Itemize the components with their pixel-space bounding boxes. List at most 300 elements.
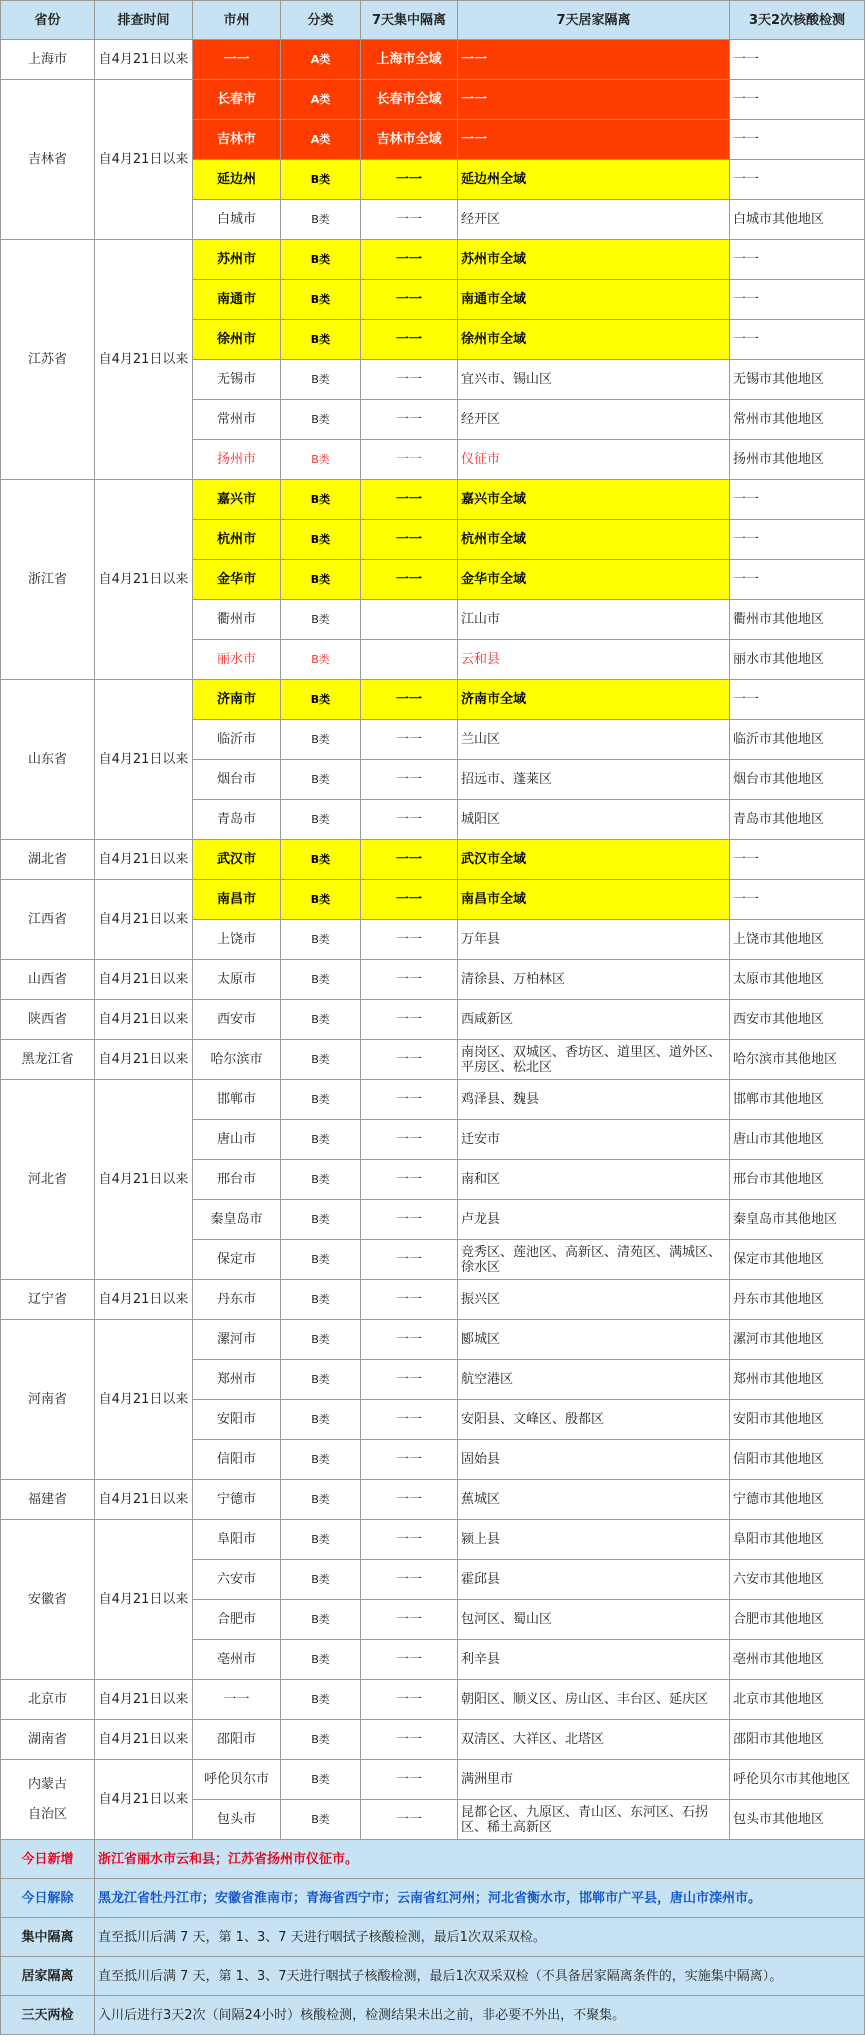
city-cell: 一一 xyxy=(193,1680,281,1720)
city-cell: 白城市 xyxy=(193,200,281,240)
central-quarantine-cell: 一一 xyxy=(361,280,458,320)
nucleic-test-cell: 一一 xyxy=(730,160,865,200)
check-time-cell: 自4月21日以来 xyxy=(95,840,193,880)
nucleic-test-cell: 一一 xyxy=(730,280,865,320)
home-quarantine-cell: 宜兴市、锡山区 xyxy=(458,360,730,400)
footer-row xyxy=(1,1840,865,1879)
category-cell: B类 xyxy=(281,1400,361,1440)
category-cell: A类 xyxy=(281,80,361,120)
central-quarantine-cell: 吉林市全域 xyxy=(361,120,458,160)
table-row xyxy=(1,1320,865,1360)
central-quarantine-cell: 一一 xyxy=(361,1040,458,1080)
central-quarantine-cell: 一一 xyxy=(361,680,458,720)
table-row xyxy=(1,80,865,120)
nucleic-test-cell: 保定市其他地区 xyxy=(730,1240,865,1280)
nucleic-test-cell: 六安市其他地区 xyxy=(730,1560,865,1600)
category-cell: B类 xyxy=(281,440,361,480)
home-quarantine-cell: 金华市全域 xyxy=(458,560,730,600)
table-row xyxy=(1,840,865,880)
table-row xyxy=(1,1720,865,1760)
city-cell: 包头市 xyxy=(193,1800,281,1840)
category-cell: B类 xyxy=(281,1440,361,1480)
city-cell: 武汉市 xyxy=(193,840,281,880)
city-cell: 南昌市 xyxy=(193,880,281,920)
nucleic-test-cell: 邢台市其他地区 xyxy=(730,1160,865,1200)
home-quarantine-cell: 万年县 xyxy=(458,920,730,960)
central-quarantine-cell: 一一 xyxy=(361,760,458,800)
home-quarantine-cell: 一一 xyxy=(458,40,730,80)
nucleic-test-cell: 上饶市其他地区 xyxy=(730,920,865,960)
category-cell: B类 xyxy=(281,1120,361,1160)
central-quarantine-cell: 一一 xyxy=(361,1760,458,1800)
city-cell: 济南市 xyxy=(193,680,281,720)
category-cell: B类 xyxy=(281,320,361,360)
category-cell: B类 xyxy=(281,280,361,320)
central-quarantine-cell: 一一 xyxy=(361,1440,458,1480)
central-quarantine-cell: 一一 xyxy=(361,1160,458,1200)
category-cell: A类 xyxy=(281,40,361,80)
header-central-quarantine: 7天集中隔离 xyxy=(361,1,458,40)
category-cell: B类 xyxy=(281,960,361,1000)
category-cell: B类 xyxy=(281,1480,361,1520)
nucleic-test-cell: 包头市其他地区 xyxy=(730,1800,865,1840)
category-cell: B类 xyxy=(281,1000,361,1040)
footer-label: 集中隔离 xyxy=(1,1918,95,1957)
nucleic-test-cell: 一一 xyxy=(730,560,865,600)
nucleic-test-cell: 丹东市其他地区 xyxy=(730,1280,865,1320)
check-time-cell: 自4月21日以来 xyxy=(95,1520,193,1680)
central-quarantine-cell: 一一 xyxy=(361,1280,458,1320)
central-quarantine-cell: 一一 xyxy=(361,1600,458,1640)
category-cell: B类 xyxy=(281,800,361,840)
category-cell: B类 xyxy=(281,520,361,560)
category-cell: B类 xyxy=(281,560,361,600)
nucleic-test-cell: 唐山市其他地区 xyxy=(730,1120,865,1160)
check-time-cell: 自4月21日以来 xyxy=(95,1760,193,1840)
check-time-cell: 自4月21日以来 xyxy=(95,1720,193,1760)
nucleic-test-cell: 太原市其他地区 xyxy=(730,960,865,1000)
home-quarantine-cell: 南岗区、双城区、香坊区、道里区、道外区、平房区、松北区 xyxy=(458,1040,730,1080)
province-cell: 辽宁省 xyxy=(1,1280,95,1320)
central-quarantine-cell: 一一 xyxy=(361,720,458,760)
central-quarantine-cell: 一一 xyxy=(361,400,458,440)
central-quarantine-cell: 一一 xyxy=(361,880,458,920)
home-quarantine-cell: 杭州市全域 xyxy=(458,520,730,560)
city-cell: 唐山市 xyxy=(193,1120,281,1160)
table-row xyxy=(1,240,865,280)
city-cell: 长春市 xyxy=(193,80,281,120)
central-quarantine-cell: 一一 xyxy=(361,200,458,240)
footer-row xyxy=(1,1957,865,1996)
home-quarantine-cell: 固始县 xyxy=(458,1440,730,1480)
table-row xyxy=(1,1520,865,1560)
category-cell: B类 xyxy=(281,1640,361,1680)
nucleic-test-cell: 亳州市其他地区 xyxy=(730,1640,865,1680)
footer-text: 直至抵川后满 7 天，第 1、3、7 天进行咽拭子核酸检测，最后1次双采双检。 xyxy=(95,1918,865,1957)
city-cell: 金华市 xyxy=(193,560,281,600)
category-cell: B类 xyxy=(281,1080,361,1120)
city-cell: 秦皇岛市 xyxy=(193,1200,281,1240)
nucleic-test-cell: 一一 xyxy=(730,120,865,160)
category-cell: B类 xyxy=(281,160,361,200)
home-quarantine-cell: 兰山区 xyxy=(458,720,730,760)
province-cell: 湖北省 xyxy=(1,840,95,880)
footer-text: 直至抵川后满 7 天，第 1、3、7天进行咽拭子核酸检测，最后1次双采双检（不具备居家隔离条件的，实施集中隔离）。 xyxy=(95,1957,865,1996)
central-quarantine-cell: 一一 xyxy=(361,960,458,1000)
check-time-cell: 自4月21日以来 xyxy=(95,1320,193,1480)
central-quarantine-cell: 一一 xyxy=(361,320,458,360)
nucleic-test-cell: 一一 xyxy=(730,880,865,920)
header-province: 省份 xyxy=(1,1,95,40)
footer-label: 今日解除 xyxy=(1,1879,95,1918)
central-quarantine-cell: 一一 xyxy=(361,480,458,520)
category-cell: B类 xyxy=(281,360,361,400)
province-cell: 内蒙古 自治区 xyxy=(1,1760,95,1840)
central-quarantine-cell: 一一 xyxy=(361,1680,458,1720)
nucleic-test-cell: 白城市其他地区 xyxy=(730,200,865,240)
city-cell: 哈尔滨市 xyxy=(193,1040,281,1080)
city-cell: 六安市 xyxy=(193,1560,281,1600)
central-quarantine-cell xyxy=(361,640,458,680)
nucleic-test-cell: 阜阳市其他地区 xyxy=(730,1520,865,1560)
category-cell: B类 xyxy=(281,240,361,280)
nucleic-test-cell: 郑州市其他地区 xyxy=(730,1360,865,1400)
nucleic-test-cell: 一一 xyxy=(730,480,865,520)
central-quarantine-cell: 一一 xyxy=(361,920,458,960)
nucleic-test-cell: 一一 xyxy=(730,520,865,560)
province-cell: 山东省 xyxy=(1,680,95,840)
category-cell: B类 xyxy=(281,1680,361,1720)
nucleic-test-cell: 漯河市其他地区 xyxy=(730,1320,865,1360)
table-row xyxy=(1,960,865,1000)
category-cell: B类 xyxy=(281,1520,361,1560)
city-cell: 衢州市 xyxy=(193,600,281,640)
home-quarantine-cell: 安阳县、文峰区、殷都区 xyxy=(458,1400,730,1440)
central-quarantine-cell: 一一 xyxy=(361,1480,458,1520)
city-cell: 一一 xyxy=(193,40,281,80)
city-cell: 嘉兴市 xyxy=(193,480,281,520)
footer-text: 黑龙江省牡丹江市；安徽省淮南市；青海省西宁市；云南省红河州；河北省衡水市，邯郸市广平县，唐山市滦州市。 xyxy=(95,1879,865,1918)
nucleic-test-cell: 信阳市其他地区 xyxy=(730,1440,865,1480)
central-quarantine-cell: 一一 xyxy=(361,800,458,840)
city-cell: 郑州市 xyxy=(193,1360,281,1400)
table-row xyxy=(1,880,865,920)
nucleic-test-cell: 烟台市其他地区 xyxy=(730,760,865,800)
nucleic-test-cell: 一一 xyxy=(730,840,865,880)
home-quarantine-cell: 鸡泽县、魏县 xyxy=(458,1080,730,1120)
province-cell: 山西省 xyxy=(1,960,95,1000)
check-time-cell: 自4月21日以来 xyxy=(95,1080,193,1280)
central-quarantine-cell: 一一 xyxy=(361,160,458,200)
central-quarantine-cell: 一一 xyxy=(361,1080,458,1120)
home-quarantine-cell: 满洲里市 xyxy=(458,1760,730,1800)
central-quarantine-cell: 一一 xyxy=(361,440,458,480)
category-cell: B类 xyxy=(281,1760,361,1800)
check-time-cell: 自4月21日以来 xyxy=(95,960,193,1000)
province-cell: 福建省 xyxy=(1,1480,95,1520)
nucleic-test-cell: 常州市其他地区 xyxy=(730,400,865,440)
nucleic-test-cell: 临沂市其他地区 xyxy=(730,720,865,760)
province-cell: 浙江省 xyxy=(1,480,95,680)
central-quarantine-cell: 一一 xyxy=(361,1120,458,1160)
city-cell: 阜阳市 xyxy=(193,1520,281,1560)
province-cell: 安徽省 xyxy=(1,1520,95,1680)
category-cell: B类 xyxy=(281,1560,361,1600)
central-quarantine-cell: 一一 xyxy=(361,1520,458,1560)
city-cell: 徐州市 xyxy=(193,320,281,360)
central-quarantine-cell: 一一 xyxy=(361,1720,458,1760)
nucleic-test-cell: 一一 xyxy=(730,320,865,360)
central-quarantine-cell: 一一 xyxy=(361,1560,458,1600)
home-quarantine-cell: 航空港区 xyxy=(458,1360,730,1400)
check-time-cell: 自4月21日以来 xyxy=(95,680,193,840)
city-cell: 邵阳市 xyxy=(193,1720,281,1760)
nucleic-test-cell: 一一 xyxy=(730,680,865,720)
home-quarantine-cell: 利辛县 xyxy=(458,1640,730,1680)
table-row xyxy=(1,1280,865,1320)
home-quarantine-cell: 武汉市全域 xyxy=(458,840,730,880)
city-cell: 青岛市 xyxy=(193,800,281,840)
province-cell: 吉林省 xyxy=(1,80,95,240)
home-quarantine-cell: 包河区、蜀山区 xyxy=(458,1600,730,1640)
province-cell: 陕西省 xyxy=(1,1000,95,1040)
home-quarantine-cell: 蕉城区 xyxy=(458,1480,730,1520)
home-quarantine-cell: 南昌市全域 xyxy=(458,880,730,920)
table-row xyxy=(1,1760,865,1800)
category-cell: B类 xyxy=(281,1360,361,1400)
header-time: 排查时间 xyxy=(95,1,193,40)
city-cell: 合肥市 xyxy=(193,1600,281,1640)
province-cell: 河南省 xyxy=(1,1320,95,1480)
central-quarantine-cell: 一一 xyxy=(361,840,458,880)
nucleic-test-cell: 合肥市其他地区 xyxy=(730,1600,865,1640)
nucleic-test-cell: 北京市其他地区 xyxy=(730,1680,865,1720)
nucleic-test-cell: 安阳市其他地区 xyxy=(730,1400,865,1440)
category-cell: B类 xyxy=(281,600,361,640)
home-quarantine-cell: 南通市全域 xyxy=(458,280,730,320)
footer-row xyxy=(1,1879,865,1918)
city-cell: 邢台市 xyxy=(193,1160,281,1200)
home-quarantine-cell: 迁安市 xyxy=(458,1120,730,1160)
category-cell: B类 xyxy=(281,1200,361,1240)
central-quarantine-cell xyxy=(361,600,458,640)
central-quarantine-cell: 一一 xyxy=(361,1360,458,1400)
home-quarantine-cell: 竞秀区、莲池区、高新区、清苑区、满城区、徐水区 xyxy=(458,1240,730,1280)
city-cell: 上饶市 xyxy=(193,920,281,960)
province-cell: 河北省 xyxy=(1,1080,95,1280)
footer-text: 浙江省丽水市云和县；江苏省扬州市仪征市。 xyxy=(95,1840,865,1879)
city-cell: 亳州市 xyxy=(193,1640,281,1680)
city-cell: 宁德市 xyxy=(193,1480,281,1520)
footer-row xyxy=(1,1996,865,2035)
home-quarantine-cell: 朝阳区、顺义区、房山区、丰台区、延庆区 xyxy=(458,1680,730,1720)
home-quarantine-cell: 苏州市全域 xyxy=(458,240,730,280)
home-quarantine-cell: 招远市、蓬莱区 xyxy=(458,760,730,800)
footer-row xyxy=(1,1918,865,1957)
city-cell: 临沂市 xyxy=(193,720,281,760)
nucleic-test-cell: 无锡市其他地区 xyxy=(730,360,865,400)
city-cell: 无锡市 xyxy=(193,360,281,400)
table-row xyxy=(1,1000,865,1040)
table-row xyxy=(1,480,865,520)
central-quarantine-cell: 一一 xyxy=(361,560,458,600)
home-quarantine-cell: 云和县 xyxy=(458,640,730,680)
home-quarantine-cell: 城阳区 xyxy=(458,800,730,840)
city-cell: 南通市 xyxy=(193,280,281,320)
central-quarantine-cell: 一一 xyxy=(361,1640,458,1680)
central-quarantine-cell: 一一 xyxy=(361,520,458,560)
home-quarantine-cell: 经开区 xyxy=(458,200,730,240)
home-quarantine-cell: 颍上县 xyxy=(458,1520,730,1560)
category-cell: B类 xyxy=(281,1280,361,1320)
nucleic-test-cell: 青岛市其他地区 xyxy=(730,800,865,840)
home-quarantine-cell: 一一 xyxy=(458,120,730,160)
city-cell: 杭州市 xyxy=(193,520,281,560)
check-time-cell: 自4月21日以来 xyxy=(95,880,193,960)
category-cell: B类 xyxy=(281,920,361,960)
central-quarantine-cell: 一一 xyxy=(361,1200,458,1240)
category-cell: B类 xyxy=(281,400,361,440)
home-quarantine-cell: 济南市全域 xyxy=(458,680,730,720)
city-cell: 保定市 xyxy=(193,1240,281,1280)
table-row xyxy=(1,1680,865,1720)
header-city: 市州 xyxy=(193,1,281,40)
category-cell: B类 xyxy=(281,1320,361,1360)
city-cell: 信阳市 xyxy=(193,1440,281,1480)
central-quarantine-cell: 一一 xyxy=(361,1240,458,1280)
check-time-cell: 自4月21日以来 xyxy=(95,40,193,80)
central-quarantine-cell: 一一 xyxy=(361,1800,458,1840)
home-quarantine-cell: 西咸新区 xyxy=(458,1000,730,1040)
city-cell: 扬州市 xyxy=(193,440,281,480)
home-quarantine-cell: 郾城区 xyxy=(458,1320,730,1360)
nucleic-test-cell: 一一 xyxy=(730,40,865,80)
home-quarantine-cell: 双清区、大祥区、北塔区 xyxy=(458,1720,730,1760)
central-quarantine-cell: 一一 xyxy=(361,240,458,280)
nucleic-test-cell: 哈尔滨市其他地区 xyxy=(730,1040,865,1080)
category-cell: B类 xyxy=(281,1040,361,1080)
central-quarantine-cell: 一一 xyxy=(361,1400,458,1440)
nucleic-test-cell: 邯郸市其他地区 xyxy=(730,1080,865,1120)
city-cell: 吉林市 xyxy=(193,120,281,160)
nucleic-test-cell: 秦皇岛市其他地区 xyxy=(730,1200,865,1240)
category-cell: B类 xyxy=(281,200,361,240)
category-cell: B类 xyxy=(281,1800,361,1840)
nucleic-test-cell: 呼伦贝尔市其他地区 xyxy=(730,1760,865,1800)
province-cell: 江苏省 xyxy=(1,240,95,480)
nucleic-test-cell: 丽水市其他地区 xyxy=(730,640,865,680)
table-footer xyxy=(1,1840,865,2035)
check-time-cell: 自4月21日以来 xyxy=(95,1480,193,1520)
nucleic-test-cell: 西安市其他地区 xyxy=(730,1000,865,1040)
table-header-row xyxy=(1,1,865,40)
category-cell: B类 xyxy=(281,720,361,760)
category-cell: A类 xyxy=(281,120,361,160)
check-time-cell: 自4月21日以来 xyxy=(95,1040,193,1080)
nucleic-test-cell: 宁德市其他地区 xyxy=(730,1480,865,1520)
central-quarantine-cell: 长春市全域 xyxy=(361,80,458,120)
city-cell: 苏州市 xyxy=(193,240,281,280)
city-cell: 丽水市 xyxy=(193,640,281,680)
city-cell: 漯河市 xyxy=(193,1320,281,1360)
home-quarantine-cell: 南和区 xyxy=(458,1160,730,1200)
category-cell: B类 xyxy=(281,1720,361,1760)
header-nucleic-test: 3天2次核酸检测 xyxy=(730,1,865,40)
footer-label: 今日新增 xyxy=(1,1840,95,1879)
header-home-quarantine: 7天居家隔离 xyxy=(458,1,730,40)
nucleic-test-cell: 一一 xyxy=(730,240,865,280)
home-quarantine-cell: 一一 xyxy=(458,80,730,120)
nucleic-test-cell: 一一 xyxy=(730,80,865,120)
province-cell: 上海市 xyxy=(1,40,95,80)
check-time-cell: 自4月21日以来 xyxy=(95,1280,193,1320)
province-cell: 黑龙江省 xyxy=(1,1040,95,1080)
home-quarantine-cell: 仪征市 xyxy=(458,440,730,480)
category-cell: B类 xyxy=(281,680,361,720)
category-cell: B类 xyxy=(281,480,361,520)
city-cell: 太原市 xyxy=(193,960,281,1000)
home-quarantine-cell: 延边州全域 xyxy=(458,160,730,200)
table-row xyxy=(1,1080,865,1120)
city-cell: 邯郸市 xyxy=(193,1080,281,1120)
home-quarantine-cell: 江山市 xyxy=(458,600,730,640)
table-row xyxy=(1,680,865,720)
nucleic-test-cell: 邵阳市其他地区 xyxy=(730,1720,865,1760)
central-quarantine-cell: 一一 xyxy=(361,1320,458,1360)
check-time-cell: 自4月21日以来 xyxy=(95,1680,193,1720)
footer-text: 入川后进行3天2次（间隔24小时）核酸检测，检测结果未出之前，非必要不外出，不聚集。 xyxy=(95,1996,865,2035)
header-category: 分类 xyxy=(281,1,361,40)
central-quarantine-cell: 一一 xyxy=(361,360,458,400)
category-cell: B类 xyxy=(281,1160,361,1200)
table-row xyxy=(1,1480,865,1520)
city-cell: 呼伦贝尔市 xyxy=(193,1760,281,1800)
category-cell: B类 xyxy=(281,880,361,920)
city-cell: 西安市 xyxy=(193,1000,281,1040)
check-time-cell: 自4月21日以来 xyxy=(95,1000,193,1040)
nucleic-test-cell: 衢州市其他地区 xyxy=(730,600,865,640)
home-quarantine-cell: 经开区 xyxy=(458,400,730,440)
table-row xyxy=(1,1040,865,1080)
category-cell: B类 xyxy=(281,1600,361,1640)
table-row xyxy=(1,40,865,80)
city-cell: 丹东市 xyxy=(193,1280,281,1320)
footer-label: 居家隔离 xyxy=(1,1957,95,1996)
check-time-cell: 自4月21日以来 xyxy=(95,80,193,240)
check-time-cell: 自4月21日以来 xyxy=(95,240,193,480)
city-cell: 烟台市 xyxy=(193,760,281,800)
nucleic-test-cell: 扬州市其他地区 xyxy=(730,440,865,480)
category-cell: B类 xyxy=(281,1240,361,1280)
category-cell: B类 xyxy=(281,760,361,800)
city-cell: 常州市 xyxy=(193,400,281,440)
province-cell: 北京市 xyxy=(1,1680,95,1720)
home-quarantine-cell: 清徐县、万柏林区 xyxy=(458,960,730,1000)
category-cell: B类 xyxy=(281,840,361,880)
check-time-cell: 自4月21日以来 xyxy=(95,480,193,680)
central-quarantine-cell: 一一 xyxy=(361,1000,458,1040)
footer-label: 三天两检 xyxy=(1,1996,95,2035)
home-quarantine-cell: 振兴区 xyxy=(458,1280,730,1320)
home-quarantine-cell: 霍邱县 xyxy=(458,1560,730,1600)
home-quarantine-cell: 昆都仑区、九原区、青山区、东河区、石拐区、稀土高新区 xyxy=(458,1800,730,1840)
city-cell: 安阳市 xyxy=(193,1400,281,1440)
home-quarantine-cell: 徐州市全域 xyxy=(458,320,730,360)
home-quarantine-cell: 卢龙县 xyxy=(458,1200,730,1240)
home-quarantine-cell: 嘉兴市全域 xyxy=(458,480,730,520)
table-body xyxy=(1,40,865,1840)
province-cell: 湖南省 xyxy=(1,1720,95,1760)
